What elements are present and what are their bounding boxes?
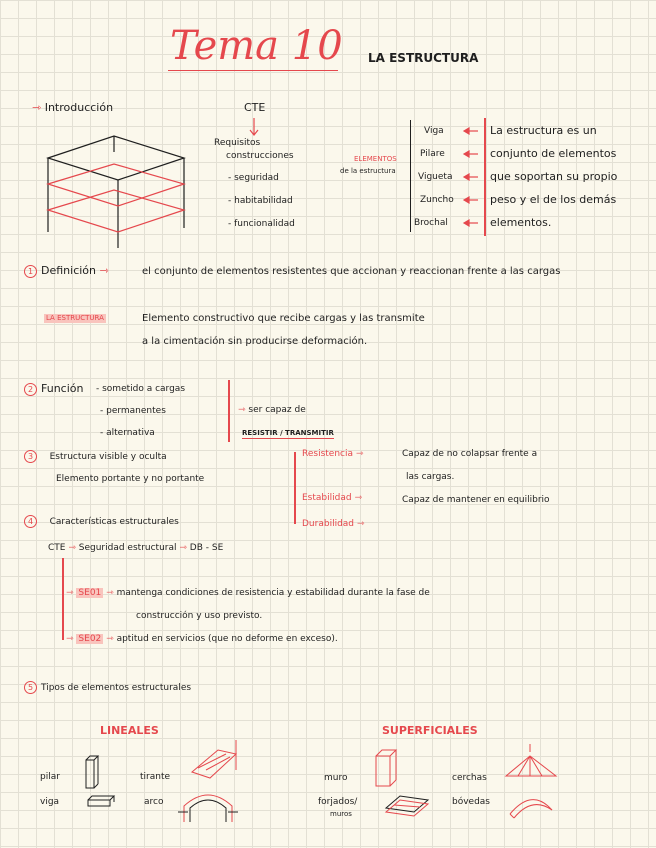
arrow-icon: ⇾	[99, 264, 109, 277]
intro-desc-2: conjunto de elementos	[490, 147, 617, 160]
pilar-icon	[86, 756, 98, 788]
title-script: Tema 10	[170, 23, 343, 69]
element-vigueta: Vigueta	[418, 172, 453, 182]
se01-line-1: mantenga condiciones de resistencia y estabilidad durante la fase de	[116, 588, 430, 598]
arrow-icon: ⇾	[32, 101, 42, 114]
arco-icon	[178, 795, 238, 822]
se01-tag: SE01	[78, 588, 102, 598]
funcion-item-3: - alternativa	[100, 428, 155, 438]
s4-cte: CTE	[48, 543, 66, 553]
label-tirante: tirante	[140, 772, 171, 782]
requisitos-2: construcciones	[226, 151, 294, 161]
section-number-4: 4	[24, 515, 37, 528]
definicion-text: el conjunto de elementos resistentes que accionan y reaccionan frente a las cargas	[142, 266, 561, 277]
prop-resistencia-text: Resistencia	[302, 449, 353, 459]
s5-heading-text: Tipos de elementos estructurales	[41, 683, 192, 693]
funcion-heading-text: Función	[41, 382, 84, 395]
req-item-funcionalidad: - funcionalidad	[228, 219, 295, 229]
label-cerchas: cerchas	[452, 773, 487, 783]
bovedas-icon	[510, 800, 552, 818]
arrow-icon: ⇾	[66, 588, 74, 598]
prop-estabilidad-text: Estabilidad	[302, 493, 352, 503]
label-forjados-1: forjados/	[318, 797, 358, 807]
section-number-2: 2	[24, 383, 37, 396]
arrow-icon: ⇾	[179, 543, 187, 553]
estructura-tag: LA ESTRUCTURA	[46, 314, 104, 322]
s3-line-1-text: Estructura visible y oculta	[49, 452, 167, 462]
intro-desc-3: que soportan su propio	[490, 170, 618, 183]
muro-icon	[376, 750, 396, 786]
section-number-5: 5	[24, 681, 37, 694]
element-brochal: Brochal	[414, 218, 448, 228]
lineales-heading: LINEALES	[100, 724, 159, 737]
label-muro: muro	[324, 773, 348, 783]
s4-heading-text: Características estructurales	[49, 517, 179, 527]
elementos-label-2: de la estructura	[340, 167, 396, 175]
arrow-icon: ⇾	[66, 634, 74, 644]
label-forjados-2: muros	[330, 810, 352, 818]
resistencia-desc-1: Capaz de no colapsar frente a	[402, 449, 538, 459]
se01-line-2: construcción y uso previsto.	[136, 611, 263, 621]
funcion-item-2: - permanentes	[100, 406, 166, 416]
arrow-icon: ⇾	[106, 588, 114, 598]
se02-text: aptitud en servicios (que no deforme en exceso).	[116, 634, 338, 644]
resistencia-desc-2: las cargas.	[406, 472, 455, 482]
arrow-icon: ⇾	[356, 519, 365, 529]
s4-db: DB - SE	[189, 543, 224, 553]
intro-heading-text: Introducción	[44, 101, 114, 114]
req-item-seguridad: - seguridad	[228, 173, 279, 183]
funcion-result-2: RESISTIR / TRANSMITIR	[242, 429, 334, 437]
label-pilar: pilar	[40, 772, 60, 782]
estructura-line-1: Elemento constructivo que recibe cargas y las transmite	[142, 313, 425, 324]
intro-cte: CTE	[244, 101, 266, 114]
arrow-icon: ⇾	[106, 634, 114, 644]
viga-icon	[88, 796, 114, 806]
element-zuncho: Zuncho	[420, 195, 454, 205]
arrow-icon: ⇾	[354, 493, 362, 503]
label-arco: arco	[144, 797, 164, 807]
req-item-habitabilidad: - habitabilidad	[228, 196, 293, 206]
funcion-item-1: - sometido a cargas	[96, 384, 186, 394]
prop-durabilidad-text: Durabilidad	[302, 519, 355, 529]
element-pilare: Pilare	[420, 149, 445, 159]
title-caps: LA ESTRUCTURA	[368, 51, 479, 65]
intro-desc-4: peso y el de los demás	[490, 193, 617, 206]
s3-line-2: Elemento portante y no portante	[56, 474, 205, 484]
se02-tag: SE02	[78, 634, 102, 644]
tirante-icon	[192, 740, 236, 778]
section-number-3: 3	[24, 450, 37, 463]
estructura-line-2: a la cimentación sin producirse deformación.	[142, 336, 368, 347]
label-bovedas: bóvedas	[452, 797, 490, 807]
funcion-result-1-text: ser capaz de	[248, 405, 306, 415]
forjados-icon	[386, 796, 428, 816]
intro-desc-5: elementos.	[490, 216, 552, 229]
s4-seg: Seguridad estructural	[78, 543, 177, 553]
intro-desc-1: La estructura es un	[490, 124, 597, 137]
requisitos-1: Requisitos	[214, 138, 261, 148]
label-viga: viga	[40, 797, 60, 807]
estabilidad-desc: Capaz de mantener en equilibrio	[402, 495, 550, 505]
definicion-heading-text: Definición	[41, 264, 96, 277]
section-number-1: 1	[24, 265, 37, 278]
superficiales-heading: SUPERFICIALES	[382, 724, 478, 737]
cerchas-icon	[506, 744, 556, 776]
element-viga: Viga	[424, 126, 444, 136]
elementos-label-1: ELEMENTOS	[354, 155, 397, 163]
arrow-icon: ⇾	[238, 405, 246, 415]
arrow-icon: ⇾	[68, 543, 76, 553]
arrow-icon: ⇾	[355, 449, 364, 459]
